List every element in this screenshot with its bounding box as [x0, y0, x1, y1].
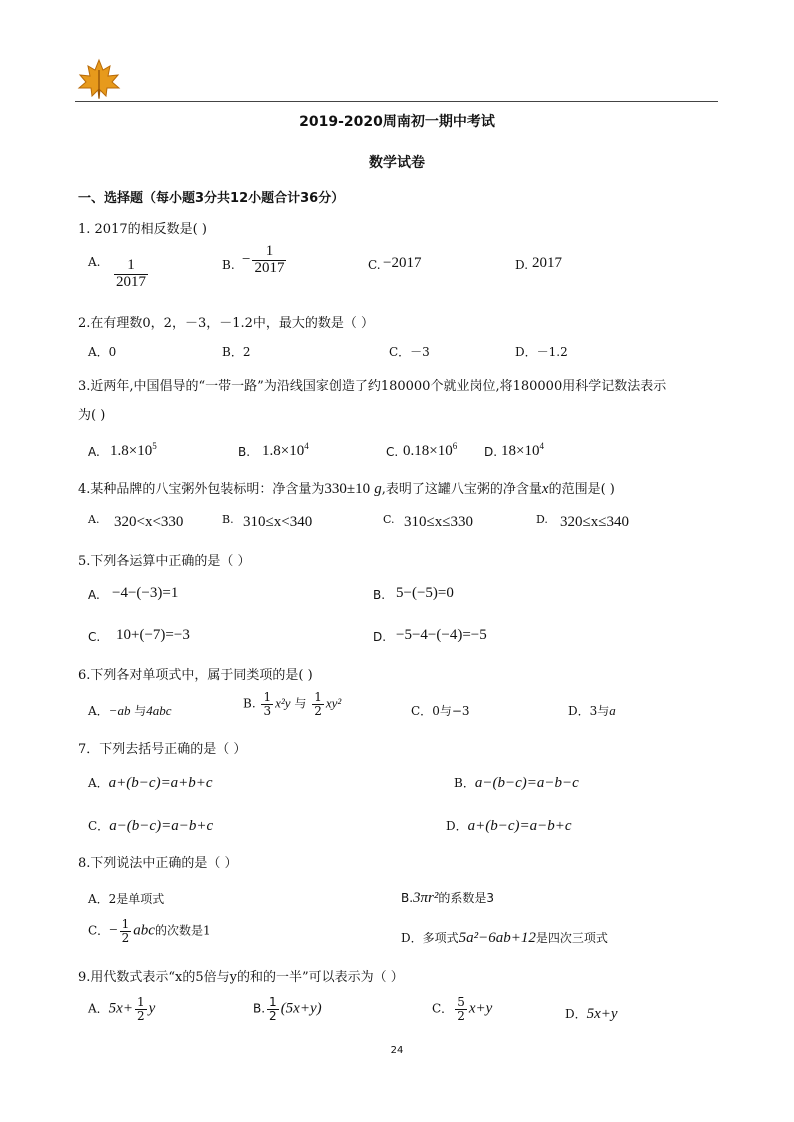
q3-option-c: C. [386, 445, 399, 459]
question-1-stem: 1. 2017的相反数是( ) [78, 222, 207, 237]
q2-option-d: D．－1.2 [515, 345, 568, 359]
q5-option-a-value: −4−(−3)=1 [112, 585, 179, 601]
q5-option-c: C. [88, 630, 101, 644]
q3-option-b: B. [238, 445, 251, 459]
q4-option-d: D. [536, 513, 548, 526]
q1-option-d: D. [515, 258, 529, 272]
q1-option-b-value: − $\frac{1}{2017}$ [242, 243, 285, 276]
q5-option-b-value: 5−(−5)=0 [396, 585, 454, 601]
q6-option-b: B. $\frac{1}{3}$ x²y 与 $\frac{1}{2}$ xy² [243, 690, 342, 718]
q7-option-b: B．a−(b−c)=a−b−c [454, 775, 579, 791]
q3-option-b-value: $1.8\times 10^4$ [262, 441, 309, 459]
q3-option-a: A. [88, 445, 100, 459]
question-7-stem: 7．下列去括号正确的是（ ） [78, 742, 247, 757]
q3-option-d: D. [484, 445, 498, 459]
q1-option-a-value: $\frac{1}{2017}$ [116, 257, 146, 290]
q7-option-d: D．a+(b−c)=a−b+c [446, 818, 572, 834]
question-8-stem: 8.下列说法中正确的是（ ） [78, 856, 238, 871]
q3-option-a-value: $1.8\times 10^5$ [110, 441, 157, 459]
q2-option-a: A．0 [88, 345, 117, 359]
q7-option-a: A．a+(b−c)=a+b+c [88, 775, 213, 791]
q4-option-c: C. [383, 513, 395, 526]
q5-option-c-value: 10+(−7)=−3 [116, 627, 190, 643]
q1-option-d-value: 2017 [532, 255, 562, 271]
question-3-stem-cont: 为( ) [78, 408, 106, 423]
question-3-stem: 3.近两年,中国倡导的“一带一路”为沿线国家创造了约180000个就业岗位,将180000用科学记数法表示 [78, 379, 667, 394]
q8-option-a: A．2是单项式 [88, 892, 165, 906]
q8-option-d: D．多项式5a²−6ab+12是四次三项式 [401, 930, 608, 946]
question-4-stem: 4.某种品牌的八宝粥外包装标明：净含量为330±10 g,表明了这罐八宝粥的净含量x的范围是( ) [78, 481, 615, 497]
q7-option-c: C．a−(b−c)=a−b+c [88, 818, 214, 834]
q6-option-c: C．0与−3 [411, 704, 470, 718]
question-9-stem: 9.用代数式表示“x的5倍与y的和的一半”可以表示为（ ） [78, 970, 404, 985]
q5-option-d-value: −5−4−(−4)=−5 [396, 627, 487, 643]
q6-option-d: D．3与a [568, 703, 616, 718]
exam-subtitle: 数学试卷 [369, 155, 425, 171]
q9-option-d: D．5x+y [565, 1006, 618, 1022]
question-2-stem: 2.在有理数0，2，－3，－1.2中，最大的数是（ ） [78, 316, 375, 331]
section-title: 一、选择题（每小题3分共12小题合计36分） [78, 191, 345, 206]
q4-option-b-value: 310≤x<340 [243, 514, 313, 530]
q4-option-c-value: 310≤x≤330 [404, 514, 473, 530]
q4-option-a: A. [88, 513, 100, 526]
q1-option-b: B. [222, 258, 235, 272]
q4-option-d-value: 320≤x≤340 [560, 514, 629, 530]
q5-option-a: A. [88, 588, 100, 602]
exam-title: 2019-2020周南初一期中考试 [299, 114, 495, 130]
q8-option-b: B.3πr²的系数是3 [401, 890, 495, 906]
q2-option-c: C．－3 [389, 345, 430, 359]
header-rule [75, 101, 718, 102]
q8-option-c: C．− $\frac{1}{2}$ abc的次数是1 [88, 917, 211, 945]
q9-option-a: A．5x+ $\frac{1}{2}$ y [88, 995, 156, 1023]
q1-option-a: A. [88, 255, 101, 269]
question-6-stem: 6.下列各对单项式中，属于同类项的是( ) [78, 668, 313, 683]
page-number: 24 [390, 1045, 404, 1056]
q4-option-a-value: 320<x<330 [114, 514, 184, 530]
q1-option-c: C. [368, 258, 381, 272]
q9-option-c: C． $\frac{5}{2}$ x+y [432, 995, 493, 1023]
q4-option-b: B. [222, 513, 234, 526]
q5-option-d: D. [373, 630, 387, 644]
maple-leaf-icon [76, 58, 122, 100]
q2-option-b: B．2 [222, 345, 251, 359]
q6-option-a: A．−ab 与4abc [88, 703, 172, 718]
q9-option-b: B. $\frac{1}{2}$ (5x+y) [253, 995, 322, 1023]
question-5-stem: 5.下列各运算中正确的是（ ） [78, 554, 251, 569]
q5-option-b: B. [373, 588, 386, 602]
q1-option-c-value: −2017 [383, 255, 422, 271]
q3-option-d-value: $18\times 10^4$ [501, 441, 544, 459]
q3-option-c-value: $0.18\times 10^6$ [403, 441, 458, 459]
